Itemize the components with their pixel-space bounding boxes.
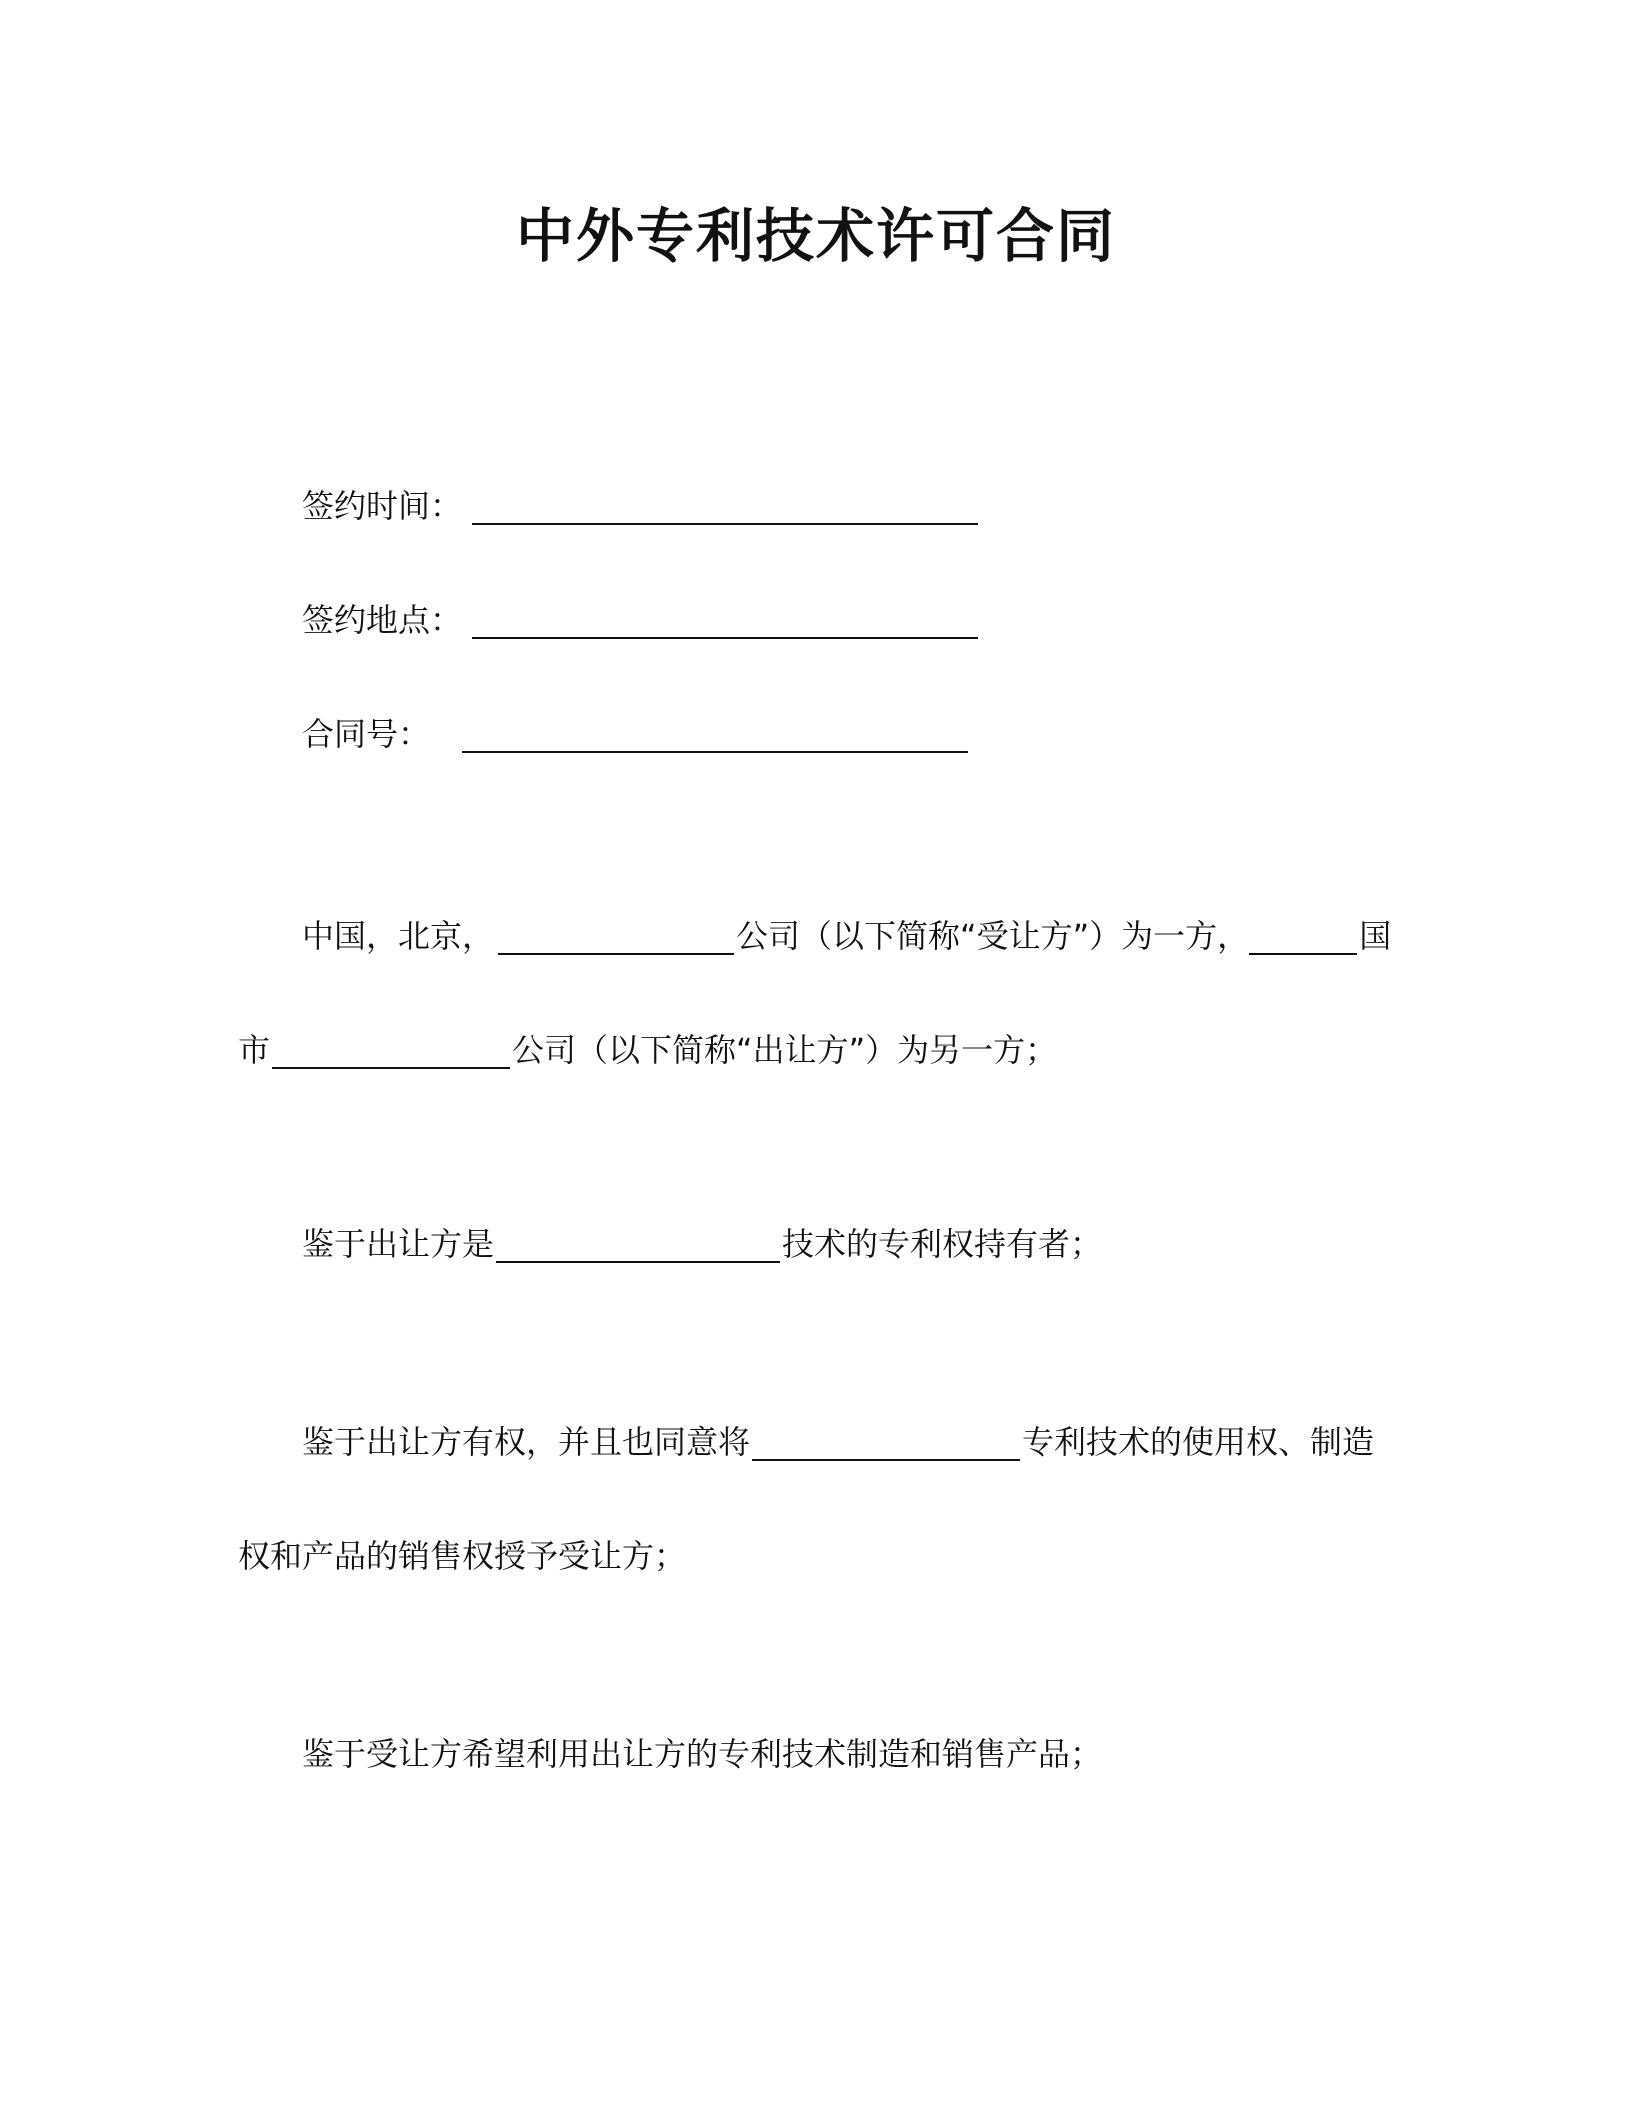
parties-text-5: 公司（以下简称“出让方”）为另一方； <box>512 1031 1058 1069</box>
contract-number-label: 合同号： <box>302 715 431 753</box>
parties-text-4: 市 <box>238 1031 271 1069</box>
sign-time-field[interactable] <box>472 491 978 525</box>
patent-technology-blank[interactable] <box>752 1427 1020 1461</box>
parties-text-2: 公司（以下简称“受让方”）为一方， <box>736 917 1250 955</box>
sign-place-row <box>302 598 978 642</box>
parties-paragraph-line-1 <box>302 914 1391 958</box>
parties-text-3: 国 <box>1359 917 1392 955</box>
technology-name-blank[interactable] <box>496 1229 780 1263</box>
contract-number-field[interactable] <box>462 719 968 753</box>
sign-time-label: 签约时间： <box>302 487 463 525</box>
license-grant-paragraph-line-1 <box>302 1420 1374 1464</box>
assignee-company-blank[interactable] <box>498 921 734 955</box>
assignee-intent-paragraph <box>302 1732 1102 1776</box>
assignor-company-blank[interactable] <box>272 1035 510 1069</box>
contract-number-row <box>302 712 968 756</box>
license-grant-text-2: 专利技术的使用权、制造 <box>1022 1423 1375 1461</box>
license-grant-text-3: 权和产品的销售权授予受让方； <box>238 1537 687 1575</box>
assignor-country-blank[interactable] <box>1249 921 1357 955</box>
patent-holder-paragraph <box>302 1222 1102 1266</box>
page-title: 中外专利技术许可合同 <box>515 202 1116 270</box>
assignee-intent-text: 鉴于受让方希望利用出让方的专利技术制造和销售产品； <box>302 1735 1103 1773</box>
parties-paragraph-line-2 <box>238 1028 1057 1072</box>
sign-time-row <box>302 484 978 528</box>
license-grant-paragraph-line-2 <box>238 1534 686 1578</box>
sign-place-field[interactable] <box>472 605 978 639</box>
sign-place-label: 签约地点： <box>302 601 463 639</box>
license-grant-text-1: 鉴于出让方有权，并且也同意将 <box>302 1423 751 1461</box>
parties-text-1: 中国，北京， <box>302 917 495 955</box>
patent-holder-text-2: 技术的专利权持有者； <box>782 1225 1103 1263</box>
patent-holder-text-1: 鉴于出让方是 <box>302 1225 495 1263</box>
